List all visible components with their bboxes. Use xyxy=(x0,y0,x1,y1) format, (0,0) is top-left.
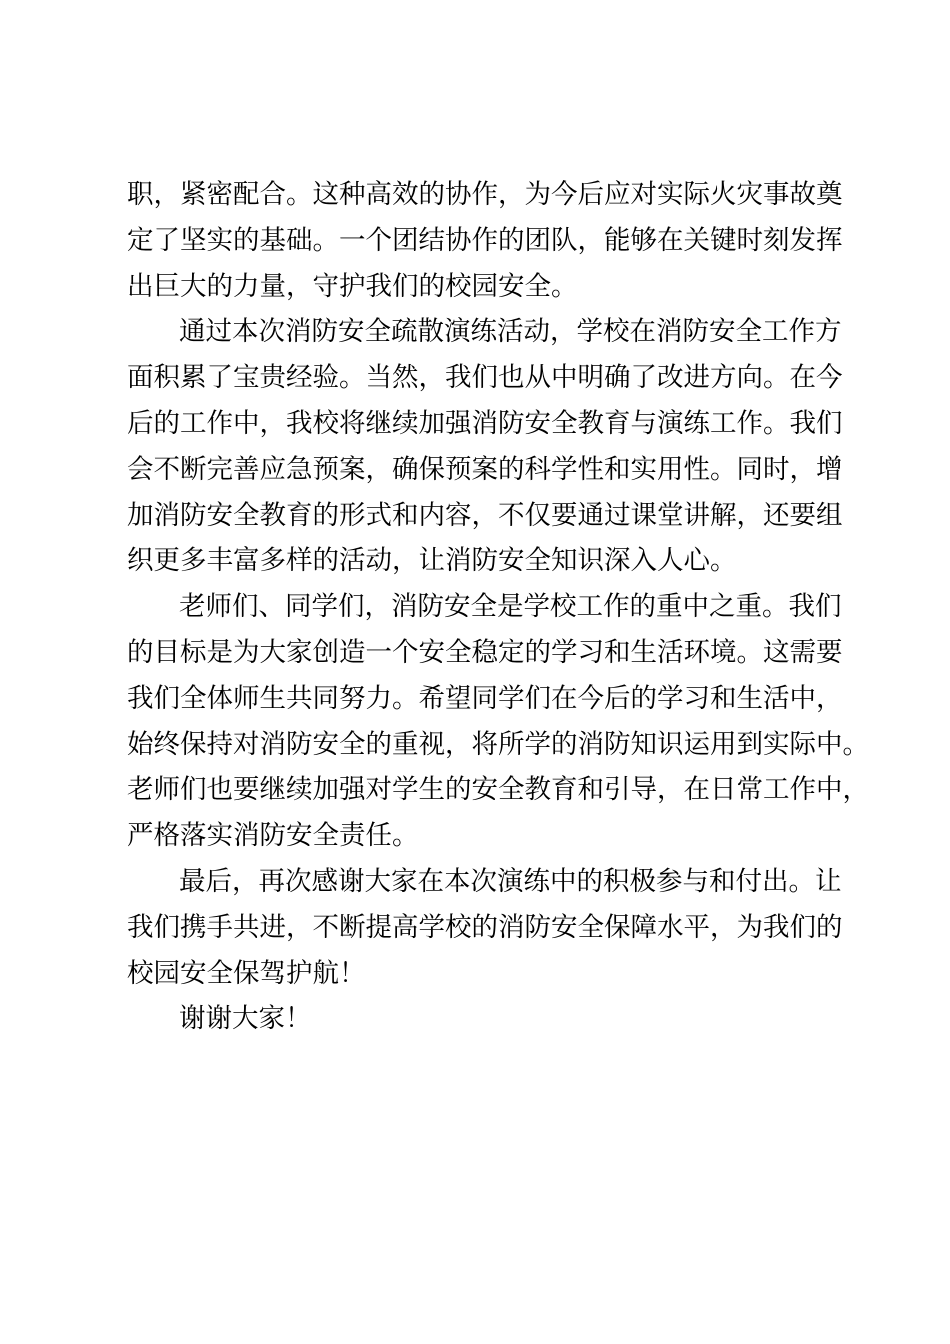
text-line: 最后，再次感谢大家在本次演练中的积极参与和付出。让 xyxy=(179,865,842,897)
text-line: 的目标是为大家创造一个安全稳定的学习和生活环境。这需要 xyxy=(127,636,843,668)
document-body xyxy=(127,172,869,1042)
text-line: 出巨大的力量，守护我们的校园安全。 xyxy=(127,270,578,302)
text-line: 老师们、同学们，消防安全是学校工作的重中之重。我们 xyxy=(179,591,842,623)
text-line: 会不断完善应急预案，确保预案的科学性和实用性。同时，增 xyxy=(127,453,843,485)
text-line: 定了坚实的基础。一个团结协作的团队，能够在关键时刻发挥 xyxy=(127,224,843,256)
paragraph xyxy=(127,309,849,584)
text-line: 织更多丰富多样的活动，让消防安全知识深入人心。 xyxy=(127,545,737,577)
paragraph xyxy=(127,859,849,996)
text-line: 面积累了宝贵经验。当然，我们也从中明确了改进方向。在今 xyxy=(127,362,843,394)
text-line: 后的工作中，我校将继续加强消防安全教育与演练工作。我们 xyxy=(127,407,843,439)
text-line: 加消防安全教育的形式和内容，不仅要通过课堂讲解，还要组 xyxy=(127,499,843,531)
text-line: 始终保持对消防安全的重视，将所学的消防知识运用到实际中。 xyxy=(127,728,869,760)
text-line: 老师们也要继续加强对学生的安全教育和引导，在日常工作中， xyxy=(127,774,869,806)
text-line: 校园安全保驾护航！ xyxy=(127,957,366,989)
text-line: 我们全体师生共同努力。希望同学们在今后的学习和生活中， xyxy=(127,682,843,714)
paragraph xyxy=(127,172,849,309)
text-line: 通过本次消防安全疏散演练活动，学校在消防安全工作方 xyxy=(179,316,842,348)
text-line: 职，紧密配合。这种高效的协作，为今后应对实际火灾事故奠 xyxy=(127,179,843,210)
text-line: 谢谢大家！ xyxy=(179,1003,312,1035)
paragraph xyxy=(127,584,869,859)
paragraph xyxy=(127,996,849,1042)
text-line: 我们携手共进，不断提高学校的消防安全保障水平，为我们的 xyxy=(127,911,843,943)
text-line: 严格落实消防安全责任。 xyxy=(127,820,419,852)
